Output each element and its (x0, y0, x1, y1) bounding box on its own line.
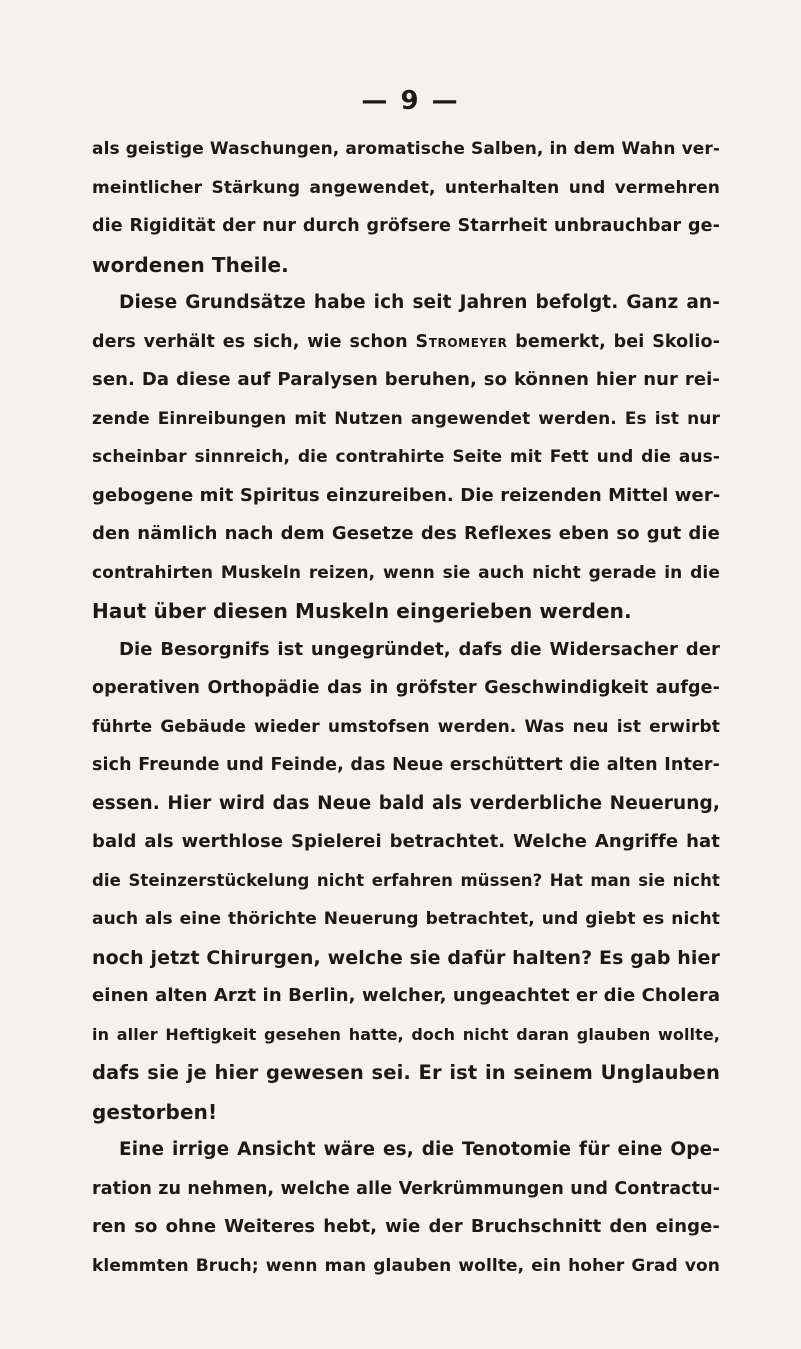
paragraph-start-line: Diese Grundsätze habe ich seit Jahren befolgt. Ganz an- (119, 292, 720, 313)
text-line: die Steinzerstückelung nicht erfahren müssen? Hat man sie nicht (92, 870, 720, 890)
text-line: führte Gebäude wieder umstofsen werden. Was neu ist erwirbt (92, 716, 720, 737)
text-line: meintlicher Stärkung angewendet, unterhalten und vermehren (92, 177, 720, 198)
text-line: klemmten Bruch; wenn man glauben wollte, ein hoher Grad von (92, 1255, 720, 1276)
text-line: essen. Hier wird das Neue bald als verderbliche Neuerung, (92, 792, 720, 814)
text-line: gebogene mit Spiritus einzureiben. Die reizenden Mittel wer- (92, 484, 721, 506)
text-line: sen. Da diese auf Paralysen beruhen, so können hier nur rei- (92, 369, 720, 390)
text-line: den nämlich nach dem Gesetze des Reflexes eben so gut die (92, 523, 720, 544)
line-segment: bemerkt, bei Skolio- (507, 331, 720, 352)
text-line: einen alten Arzt in Berlin, welcher, ungeachtet er die Cholera (92, 985, 721, 1006)
text-line: contrahirten Muskeln reizen, wenn sie auch nicht gerade in die (92, 562, 720, 583)
text-line: in aller Heftigkeit gesehen hatte, doch nicht daran glauben wollte, (92, 1024, 720, 1044)
text-line: zende Einreibungen mit Nutzen angewendet werden. Es ist nur (92, 408, 720, 429)
text-line: bald als werthlose Spielerei betrachtet. Welche Angriffe hat (92, 831, 720, 852)
text-line: ration zu nehmen, welche alle Verkrümmungen und Contractu- (92, 1178, 720, 1199)
page-number: — 9 — (361, 86, 460, 116)
text-line: scheinbar sinnreich, die contrahirte Seite mit Fett und die aus- (92, 447, 720, 467)
text-line: dafs sie je hier gewesen sei. Er ist in seinem Unglauben (92, 1061, 720, 1084)
paragraph-start-line: Eine irrige Ansicht wäre es, die Tenotomie für eine Ope- (119, 1139, 720, 1160)
text-line: als geistige Waschungen, aromatische Salben, in dem Wahn ver- (92, 139, 721, 159)
body-text (92, 130, 720, 1285)
text-line: operativen Orthopädie das in gröfster Geschwindigkeit aufge- (92, 678, 720, 698)
paragraph-start-line: Die Besorgnifs ist ungegründet, dafs die Widersacher der (119, 638, 720, 660)
text-line (92, 323, 720, 362)
text-line: ren so ohne Weiteres hebt, wie der Bruchschnitt den einge- (92, 1216, 720, 1237)
text-line: sich Freunde und Feinde, das Neue erschüttert die alten Inter- (92, 755, 720, 775)
author-name-stromeyer: Stromeyer (415, 331, 508, 352)
text-line: auch als eine thörichte Neuerung betrachtet, und giebt es nicht (92, 909, 720, 929)
text-line: noch jetzt Chirurgen, welche sie dafür halten? Es gab hier (92, 946, 720, 969)
paragraph-end-line: gestorben! (92, 1099, 218, 1124)
line-segment: ders verhält es sich, wie schon (92, 331, 416, 352)
paragraph-end-line: Haut über diesen Muskeln eingerieben werden. (92, 599, 632, 623)
paragraph-end-line: wordenen Theile. (92, 252, 289, 277)
text-line: die Rigidität der nur durch gröfsere Starrheit unbrauchbar ge- (92, 216, 720, 236)
